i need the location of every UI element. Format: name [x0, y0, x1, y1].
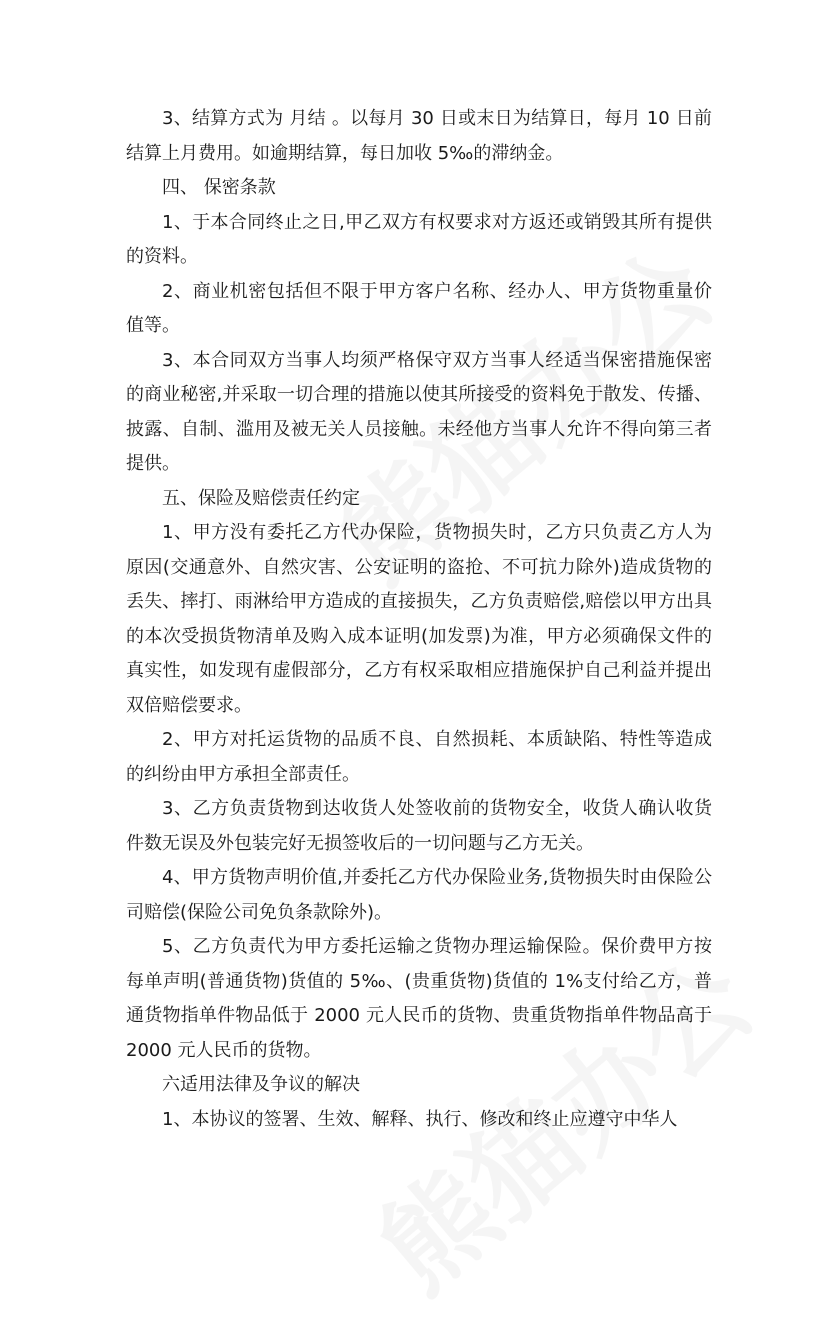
- insurance-clause-2: 2、甲方对托运货物的品质不良、自然损耗、本质缺陷、特性等造成的纠纷由甲方承担全部责任。: [126, 729, 712, 785]
- section-heading-confidentiality: 四、 保密条款: [162, 177, 276, 198]
- section-heading-insurance: 五、保险及赔偿责任约定: [162, 487, 360, 509]
- insurance-clause-5: 5、乙方负责代为甲方委托运输之货物办理运输保险。保价费甲方按每单声明(普通货物)货值的 5‰、(贵重货物)货值的 1%支付给乙方，普通货物指单件物品低于 2000 元人民币的货物、贵重货物指单件物品高于 2000 元人民币的货物。: [126, 936, 712, 1061]
- confidentiality-clause-1: 1、于本合同终止之日,甲乙双方有权要求对方返还或销毁其所有提供的资料。: [126, 211, 712, 267]
- insurance-clause-4: 4、甲方货物声明价值,并委托乙方代办保险业务,货物损失时由保险公司赔偿(保险公司免负条款除外)。: [126, 867, 712, 923]
- insurance-clause-3: 3、乙方负责货物到达收货人处签收前的货物安全，收货人确认收货件数无误及外包装完好无损签收后的一切问题与乙方无关。: [126, 798, 712, 854]
- law-clause-1: 1、本协议的签署、生效、解释、执行、修改和终止应遵守中华人: [162, 1108, 678, 1130]
- section-heading-law: 六适用法律及争议的解决: [162, 1074, 360, 1095]
- document-body: [126, 102, 712, 1137]
- confidentiality-clause-2: 2、商业机密包括但不限于甲方客户名称、经办人、甲方货物重量价值等。: [126, 280, 712, 336]
- confidentiality-clause-3: 3、本合同双方当事人均须严格保守双方当事人经适当保密措施保密的商业秘密,并采取一切合理的措施以使其所接受的资料免于散发、传播、披露、自制、滥用及被无关人员接触。未经他方当事人允许不得向第三者提供。: [126, 349, 712, 474]
- insurance-clause-1: 1、甲方没有委托乙方代办保险，货物损失时，乙方只负责乙方人为原因(交通意外、自然灾害、公安证明的盗抢、不可抗力除外)造成货物的丢失、摔打、雨淋给甲方造成的直接损失，乙方负责赔偿,赔偿以甲方出具的本次受损货物清单及购入成本证明(加发票)为准，甲方必须确保文件的真实性，如发现有虚假部分，乙方有权采取相应措施保护自己利益并提出双倍赔偿要求。: [126, 522, 712, 716]
- settlement-clause: 3、结算方式为 月结 。以每月 30 日或末日为结算日，每月 10 日前结算上月费用。如逾期结算，每日加收 5‰的滞纳金。: [126, 108, 712, 164]
